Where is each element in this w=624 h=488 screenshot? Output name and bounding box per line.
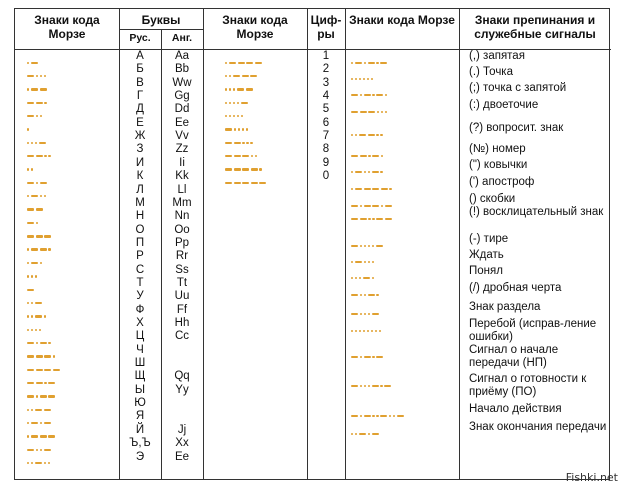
letter-en: Ss — [175, 263, 189, 276]
letter-morse-code — [27, 214, 40, 220]
signal-label: Знак окончания передачи — [469, 421, 607, 433]
column-divider — [345, 9, 346, 479]
watermark: Fishki.net — [565, 471, 618, 484]
digit: 2 — [322, 63, 330, 76]
digit: 8 — [322, 143, 330, 156]
letter-morse-code — [27, 455, 52, 461]
letter-ru: Т — [136, 276, 144, 289]
letter-ru: Я — [135, 410, 145, 423]
signal-morse-code — [351, 163, 384, 169]
letter-en: Vv — [175, 130, 189, 143]
signal-label: (;) точка с запятой — [469, 82, 567, 94]
signal-morse-code — [351, 407, 405, 413]
letter-morse-code — [27, 388, 57, 394]
signal-label: (.) Точка — [469, 66, 513, 78]
digit: 4 — [322, 90, 330, 103]
letter-morse-code — [27, 94, 48, 100]
letter-en: Gg — [174, 90, 190, 103]
letter-en: Ff — [176, 303, 188, 316]
letter-ru: Ы — [134, 383, 146, 396]
signal-morse-code — [351, 286, 380, 292]
signal-label: (,) запятая — [469, 50, 525, 62]
letter-ru: Ю — [134, 397, 146, 410]
digit-morse-code — [225, 174, 268, 180]
signal-morse-code — [351, 377, 393, 383]
letter-morse-code — [27, 374, 57, 380]
letter-morse-code — [27, 334, 52, 340]
letter-morse-code — [27, 161, 35, 167]
letter-morse-code — [27, 121, 31, 127]
letter-ru: Й — [135, 423, 145, 436]
signal-morse-code — [351, 237, 384, 243]
letter-morse-code — [27, 147, 52, 153]
letter-en: Ee — [174, 450, 190, 463]
letter-ru: П — [135, 236, 145, 249]
letter-morse-code — [27, 441, 52, 447]
signal-morse-code — [351, 147, 385, 153]
signal-morse-code — [351, 86, 389, 92]
signal-morse-code — [351, 126, 384, 132]
letter-ru: Ф — [135, 303, 145, 316]
letter-en: Aa — [174, 50, 190, 62]
signal-label: Начало действия — [469, 403, 562, 415]
signal-morse-code — [351, 425, 380, 431]
signal-morse-code — [351, 305, 380, 311]
letter-ru: Б — [136, 63, 144, 76]
letter-en: Ee — [174, 116, 190, 129]
letter-en: Oo — [174, 223, 190, 236]
letter-ru: Щ — [134, 370, 146, 383]
letter-ru: Е — [136, 116, 144, 129]
signal-morse-code — [351, 54, 389, 60]
letter-ru: О — [135, 223, 145, 236]
letter-en: Bb — [174, 63, 190, 76]
letter-ru: Х — [136, 317, 144, 329]
header-morse-1: Знаки кода Морзе — [34, 13, 100, 41]
digit-morse-code — [225, 121, 250, 127]
column-divider — [459, 9, 460, 479]
letter-en: Kk — [175, 170, 189, 183]
header-divider — [119, 29, 203, 30]
signal-morse-code — [351, 269, 376, 275]
letter-morse-code — [27, 308, 48, 314]
letter-en: Tt — [176, 276, 188, 289]
letter-morse-code — [27, 201, 44, 207]
letter-en: Mm — [172, 196, 192, 209]
letter-en: Hh — [174, 317, 190, 329]
digit: 7 — [322, 130, 330, 143]
letter-morse-code — [27, 268, 39, 274]
digit-morse-code — [225, 161, 263, 167]
signal-morse-code — [351, 197, 393, 203]
letter-morse-code — [27, 174, 48, 180]
letter-ru: Д — [136, 103, 144, 116]
letter-morse-code — [27, 188, 48, 194]
letter-ru: Л — [136, 183, 144, 196]
letter-morse-code — [27, 67, 48, 73]
letter-ru: Р — [136, 250, 144, 263]
letter-en: Ll — [177, 183, 187, 196]
header-eng: Анг. — [171, 32, 193, 44]
letter-morse-code — [27, 361, 61, 367]
letter-ru: З — [136, 143, 144, 156]
digit: 1 — [322, 50, 330, 62]
signal-label: (?) вопросит. знак — [469, 122, 564, 134]
digit-morse-code — [225, 147, 259, 153]
letter-en: Qq — [174, 370, 190, 383]
signal-label: (№) номер — [469, 143, 526, 155]
letter-en: Nn — [174, 210, 190, 223]
signal-label: (') апостроф — [469, 176, 535, 188]
letter-en: Zz — [175, 143, 189, 156]
column-divider — [203, 9, 204, 479]
letter-morse-code — [27, 281, 36, 287]
signal-label: (-) тире — [469, 233, 509, 245]
signal-label: () скобки — [469, 193, 516, 205]
header-letters: Буквы — [141, 13, 181, 27]
letter-ru: Н — [135, 210, 145, 223]
signal-label: Сигнал о начале передачи (НП) — [469, 344, 559, 369]
letter-ru: А — [136, 50, 144, 62]
letter-morse-code — [27, 241, 52, 247]
letter-morse-code — [27, 81, 48, 87]
signal-label: (!) восклицательный знак — [469, 206, 604, 218]
letter-morse-code — [27, 401, 52, 407]
letter-morse-code — [27, 321, 43, 327]
letter-ru: Ъ,Ъ — [129, 437, 151, 450]
signal-label: (:) двоеточие — [469, 99, 539, 111]
letter-ru: К — [136, 170, 144, 183]
digit: 6 — [322, 116, 330, 129]
letter-morse-code — [27, 254, 44, 260]
letter-en: Jj — [177, 423, 187, 436]
header-morse-3: Знаки кода Морзе — [349, 13, 455, 27]
digit: 0 — [322, 170, 330, 183]
signal-morse-code — [351, 348, 385, 354]
signal-label: Сигнал о готовности к приёму (ПО) — [469, 373, 587, 398]
signal-label: (") ковычки — [469, 159, 528, 171]
letter-ru: Ж — [134, 130, 146, 143]
signal-label: Перебой (исправ-ление ошибки) — [469, 318, 597, 343]
digit-morse-code — [225, 67, 259, 73]
letter-ru: В — [136, 76, 144, 89]
digit-morse-code — [225, 54, 263, 60]
signal-morse-code — [351, 103, 389, 109]
letter-morse-code — [27, 414, 52, 420]
letter-ru: Ш — [134, 357, 146, 370]
letter-ru: М — [135, 196, 145, 209]
letter-ru: С — [135, 263, 145, 276]
digit: 5 — [322, 103, 330, 116]
letter-en: Cc — [174, 330, 190, 343]
letter-en: Ii — [179, 156, 185, 169]
letter-en: Xx — [175, 437, 189, 450]
signal-label: Ждать — [469, 249, 504, 261]
letter-morse-code — [27, 228, 53, 234]
signal-label: Понял — [469, 265, 503, 277]
letter-ru: Ч — [136, 343, 144, 356]
digit-morse-code — [225, 94, 250, 100]
letter-morse-code — [27, 294, 44, 300]
letter-morse-code — [27, 348, 57, 354]
header-digits: Циф-ры — [310, 13, 342, 41]
letter-morse-code — [27, 428, 57, 434]
letter-morse-code — [27, 54, 40, 60]
letter-en: Yy — [175, 383, 189, 396]
signal-label: Знак раздела — [469, 301, 541, 313]
digit-morse-code — [225, 81, 254, 87]
letter-en: Dd — [174, 103, 190, 116]
letter-en: Uu — [174, 290, 190, 303]
letter-ru: Ц — [135, 330, 145, 343]
letter-ru: Э — [135, 450, 145, 463]
letter-ru: Г — [136, 90, 144, 103]
signal-morse-code — [351, 253, 376, 259]
letter-en: Ww — [172, 76, 192, 89]
signal-label: (/) дробная черта — [469, 282, 562, 294]
header-morse-2: Знаки кода Морзе — [222, 13, 288, 41]
letter-ru: У — [136, 290, 144, 303]
letter-ru: И — [135, 156, 145, 169]
morse-code-table — [14, 8, 610, 480]
header-signals: Знаки препинания и служебные сигналы — [474, 13, 596, 41]
signal-morse-code — [351, 70, 375, 76]
letter-morse-code — [27, 107, 44, 113]
letter-en: Pp — [174, 236, 190, 249]
digit: 3 — [322, 76, 330, 89]
digit-morse-code — [225, 134, 254, 140]
header-rus: Рус. — [129, 32, 151, 44]
signal-morse-code — [351, 180, 393, 186]
signal-morse-code — [351, 210, 393, 216]
signal-morse-code — [351, 322, 383, 328]
letter-morse-code — [27, 134, 48, 140]
digit: 9 — [322, 156, 330, 169]
letter-en: Rr — [175, 250, 189, 263]
digit-morse-code — [225, 107, 245, 113]
